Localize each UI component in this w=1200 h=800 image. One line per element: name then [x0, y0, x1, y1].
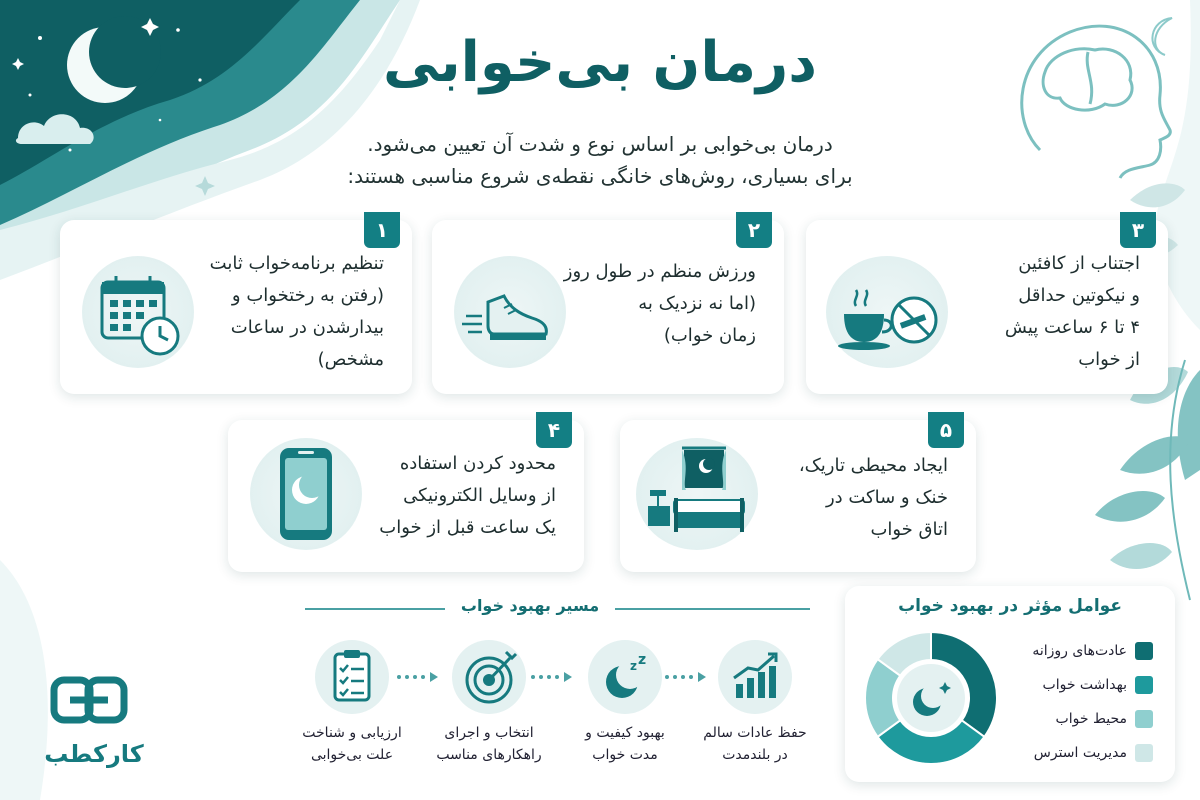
path-step-label: [685, 722, 825, 766]
tip-card-4: [228, 420, 584, 572]
legend-swatch: [1135, 676, 1153, 694]
factors-title: عوامل مؤثر در بهبود خواب: [898, 596, 1122, 616]
tip-text: [184, 248, 384, 376]
phone-moon-icon: [250, 438, 362, 550]
tip-text: [556, 256, 756, 352]
step-line: مدت خواب: [592, 747, 658, 763]
tip-card-2: [432, 220, 784, 394]
path-title-divider-right: [615, 608, 810, 610]
legend-item: [1003, 742, 1153, 764]
subtitle: [300, 128, 900, 192]
factors-donut-chart: [861, 628, 1001, 768]
tip-text: [768, 450, 948, 546]
legend-label: مدیریت استرس: [1033, 745, 1127, 761]
moon-zzz-icon: [588, 640, 662, 714]
tip-line: بیدارشدن در ساعات: [230, 317, 384, 338]
growth-chart-icon: [718, 640, 792, 714]
path-title-divider-left: [305, 608, 445, 610]
subtitle-line-2: برای بسیاری، روش‌های خانگی نقطه‌ی شروع مناسبی هستند:: [347, 164, 853, 188]
tip-line: و نیکوتین حداقل: [1018, 285, 1140, 306]
arrow-dots-icon: [530, 670, 576, 684]
tip-line: ایجاد محیطی تاریک،: [798, 455, 948, 476]
path-title: مسیر بهبود خواب: [460, 596, 600, 615]
step-line: انتخاب و اجرای: [444, 725, 534, 741]
brand-logo-icon: [48, 672, 138, 732]
tip-number-badge: ۴: [536, 412, 572, 448]
legend-swatch: [1135, 744, 1153, 762]
brand-name: کارکطب: [44, 740, 144, 768]
page-title: درمان بی‌خوابی: [383, 30, 817, 95]
tip-line: (اما نه نزدیک به: [638, 293, 756, 314]
factors-card: [845, 586, 1175, 782]
tip-line: از خواب: [1078, 349, 1140, 370]
bedroom-icon: [636, 438, 758, 550]
step-line: راهکارهای مناسب: [436, 747, 542, 763]
legend-item: [1003, 708, 1153, 730]
tip-line: یک ساعت قبل از خواب: [379, 517, 556, 538]
coffee-no-smoking-icon: [826, 256, 948, 368]
running-shoe-icon: [454, 256, 566, 368]
tip-line: اجتناب از کافئین: [1018, 253, 1140, 274]
tip-card-3: [806, 220, 1168, 394]
tip-line: ورزش منظم در طول روز: [563, 261, 756, 282]
tip-text: [950, 248, 1140, 376]
legend-label: بهداشت خواب: [1042, 677, 1127, 693]
legend-swatch: [1135, 710, 1153, 728]
tip-line: تنظیم برنامه‌خواب ثابت: [209, 253, 384, 274]
arrow-dots-icon: [396, 670, 442, 684]
tip-number-badge: ۳: [1120, 212, 1156, 248]
tip-text: [346, 448, 556, 544]
tip-number-badge: ۲: [736, 212, 772, 248]
svg-text:z: z: [638, 652, 647, 668]
tip-line: خنک و ساکت در: [825, 487, 948, 508]
target-icon: [452, 640, 526, 714]
legend-item: [1003, 640, 1153, 662]
tip-line: مشخص): [317, 349, 384, 370]
path-step-label: [282, 722, 422, 766]
tip-card-5: [620, 420, 976, 572]
tip-number-badge: ۵: [928, 412, 964, 448]
legend-label: عادت‌های روزانه: [1032, 643, 1127, 659]
tip-line: اتاق خواب: [870, 519, 948, 540]
legend-swatch: [1135, 642, 1153, 660]
tip-line: ۴ تا ۶ ساعت پیش: [1004, 317, 1140, 338]
legend-label: محیط خواب: [1055, 711, 1127, 727]
legend-item: [1003, 674, 1153, 696]
tip-number-badge: ۱: [364, 212, 400, 248]
tip-line: زمان خواب): [663, 325, 756, 346]
arrow-dots-icon: [664, 670, 710, 684]
tip-line: محدود کردن استفاده: [399, 453, 556, 474]
step-line: بهبود کیفیت و: [585, 725, 665, 741]
subtitle-line-1: درمان بی‌خوابی بر اساس نوع و شدت آن تعیین می‌شود.: [367, 132, 833, 156]
svg-text:z: z: [630, 659, 637, 673]
clipboard-checklist-icon: [315, 640, 389, 714]
step-line: ارزیابی و شناخت: [302, 725, 402, 741]
step-line: در بلندمدت: [722, 747, 788, 763]
tip-card-1: [60, 220, 412, 394]
path-step-label: [555, 722, 695, 766]
step-line: علت بی‌خوابی: [310, 747, 394, 763]
step-line: حفظ عادات سالم: [703, 725, 807, 741]
tip-line: (رفتن به رختخواب و: [231, 285, 384, 306]
path-step-label: [419, 722, 559, 766]
tip-line: از وسایل الکترونیکی: [403, 485, 556, 506]
calendar-clock-icon: [82, 256, 194, 368]
